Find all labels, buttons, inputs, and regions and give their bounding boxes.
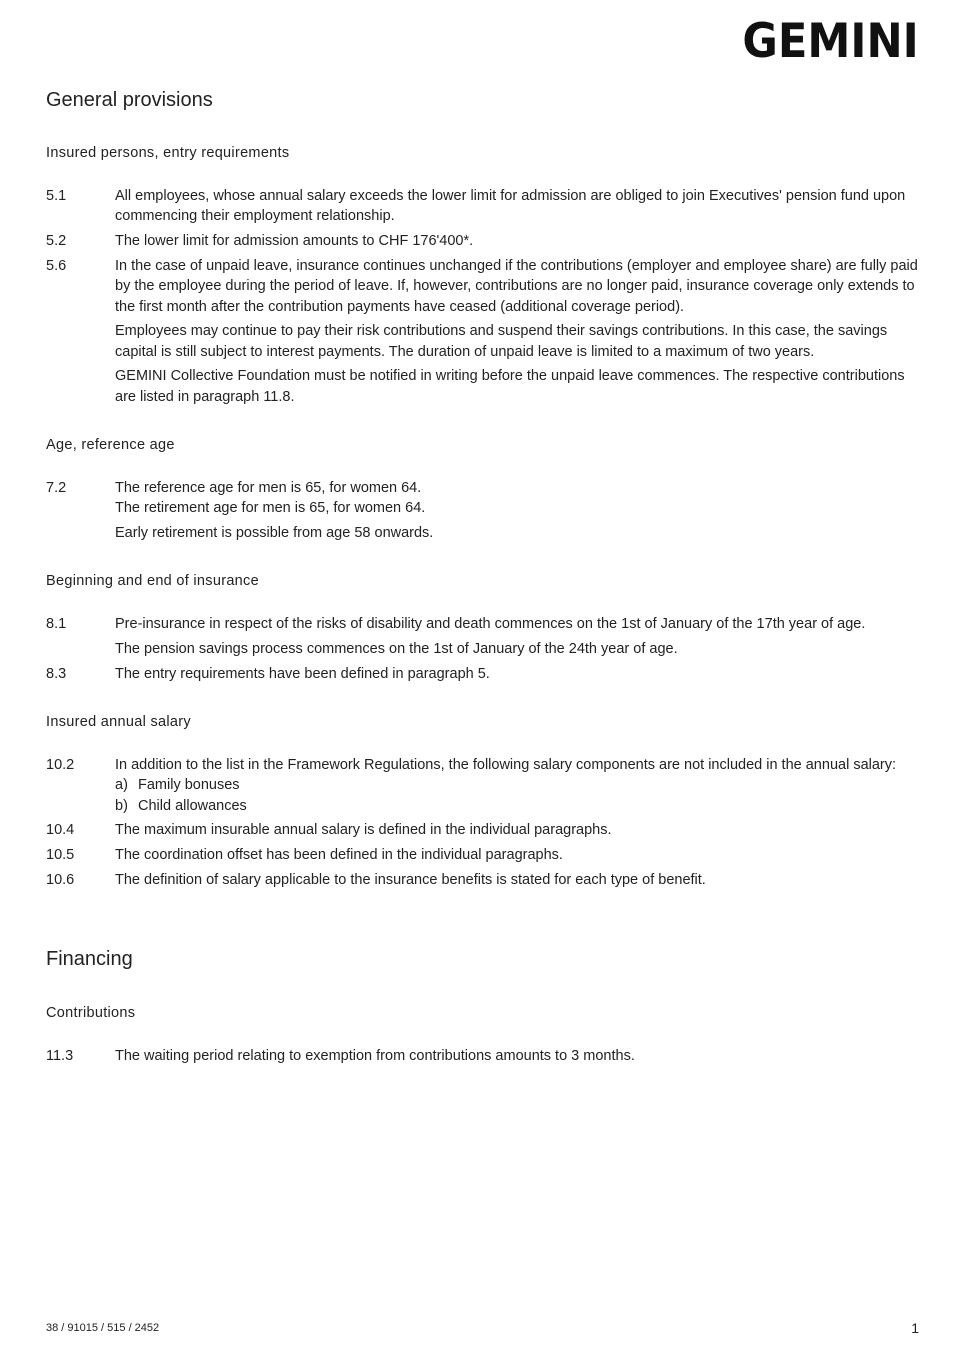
- subsection-contributions: Contributions: [46, 1005, 136, 1021]
- list-marker: a): [115, 777, 128, 794]
- paragraph-text: The retirement age for men is 65, for women 64.: [115, 500, 426, 517]
- paragraph-number: 8.3: [46, 666, 67, 682]
- page-number: 1: [911, 1320, 919, 1336]
- list-text: Child allowances: [138, 797, 247, 814]
- subsection-beginning-end: Beginning and end of insurance: [46, 573, 259, 589]
- paragraph-text: The waiting period relating to exemption from contributions amounts to 3 months.: [115, 1048, 635, 1064]
- section-title-financing: Financing: [46, 948, 133, 970]
- paragraph-text: The reference age for men is 65, for women 64.: [115, 480, 422, 496]
- subsection-age: Age, reference age: [46, 437, 175, 453]
- paragraph-5-1: [46, 186, 918, 231]
- paragraph-text: The maximum insurable annual salary is defined in the individual paragraphs.: [115, 822, 612, 838]
- paragraph-8-3: [46, 664, 918, 689]
- paragraph-text: All employees, whose annual salary exceeds the lower limit for admission are obliged to join Executives' pension fund upon commencing their employment relationship.: [115, 188, 906, 225]
- paragraph-text: Pre-insurance in respect of the risks of disability and death commences on the 1st of January of the 17th year of age.: [115, 616, 866, 632]
- paragraph-number: 11.3: [46, 1048, 74, 1064]
- paragraph-text: Early retirement is possible from age 58 onwards.: [115, 525, 434, 542]
- document-reference: 38 / 91015 / 515 / 2452: [46, 1322, 160, 1334]
- paragraph-number: 8.1: [46, 616, 67, 632]
- paragraph-text: GEMINI Collective Foundation must be notified in writing before the unpaid leave commences. The respective contributions are listed in paragraph 11.8.: [115, 368, 905, 405]
- paragraph-number: 5.2: [46, 233, 67, 249]
- paragraph-text: Employees may continue to pay their risk contributions and suspend their savings contributions. In this case, the savings capital is still subject to interest payments. The duration of unpaid leave is limited to a maximum of two years.: [115, 323, 888, 360]
- paragraph-text: In addition to the list in the Framework Regulations, the following salary components are not included in the annual salary:: [115, 757, 897, 773]
- paragraph-number: 10.2: [46, 757, 75, 773]
- paragraph-number: 10.6: [46, 872, 75, 888]
- paragraph-10-5: [46, 845, 918, 870]
- list-item: [115, 775, 918, 795]
- subsection-salary: Insured annual salary: [46, 714, 191, 730]
- paragraph-text: The definition of salary applicable to the insurance benefits is stated for each type of benefit.: [115, 872, 706, 888]
- paragraph-text: The coordination offset has been defined in the individual paragraphs.: [115, 847, 563, 863]
- paragraph-11-3: [46, 1046, 918, 1071]
- paragraph-number: 10.5: [46, 847, 75, 863]
- paragraph-10-2: [46, 755, 918, 816]
- paragraph-8-1: [46, 614, 918, 664]
- list-text: Family bonuses: [138, 777, 240, 794]
- paragraph-number: 7.2: [46, 480, 67, 496]
- list-marker: b): [115, 797, 128, 814]
- paragraph-text: In the case of unpaid leave, insurance continues unchanged if the contributions (employer and employee share) are fully paid by the employee during the period of leave. If, however, contributions are no longer paid, insurance coverage only extends to the first month after the contribution payments have ceased (additional coverage period).: [115, 258, 918, 315]
- paragraph-text: The lower limit for admission amounts to CHF 176'400*.: [115, 233, 474, 249]
- section-title-general: General provisions: [46, 89, 213, 111]
- paragraph-text: The pension savings process commences on the 1st of January of the 24th year of age.: [115, 640, 678, 657]
- paragraph-number: 5.1: [46, 188, 67, 204]
- paragraph-text: The entry requirements have been defined in paragraph 5.: [115, 666, 490, 682]
- subsection-insured-persons: Insured persons, entry requirements: [46, 145, 290, 161]
- paragraph-number: 10.4: [46, 822, 75, 838]
- paragraph-5-6: [46, 256, 918, 412]
- paragraph-7-2: [46, 478, 918, 548]
- paragraph-10-4: [46, 820, 918, 845]
- paragraph-10-6: [46, 870, 918, 895]
- paragraph-number: 5.6: [46, 258, 67, 274]
- paragraph-5-2: [46, 231, 918, 256]
- list-item: [115, 796, 918, 816]
- gemini-logo: GEMINI: [742, 14, 919, 69]
